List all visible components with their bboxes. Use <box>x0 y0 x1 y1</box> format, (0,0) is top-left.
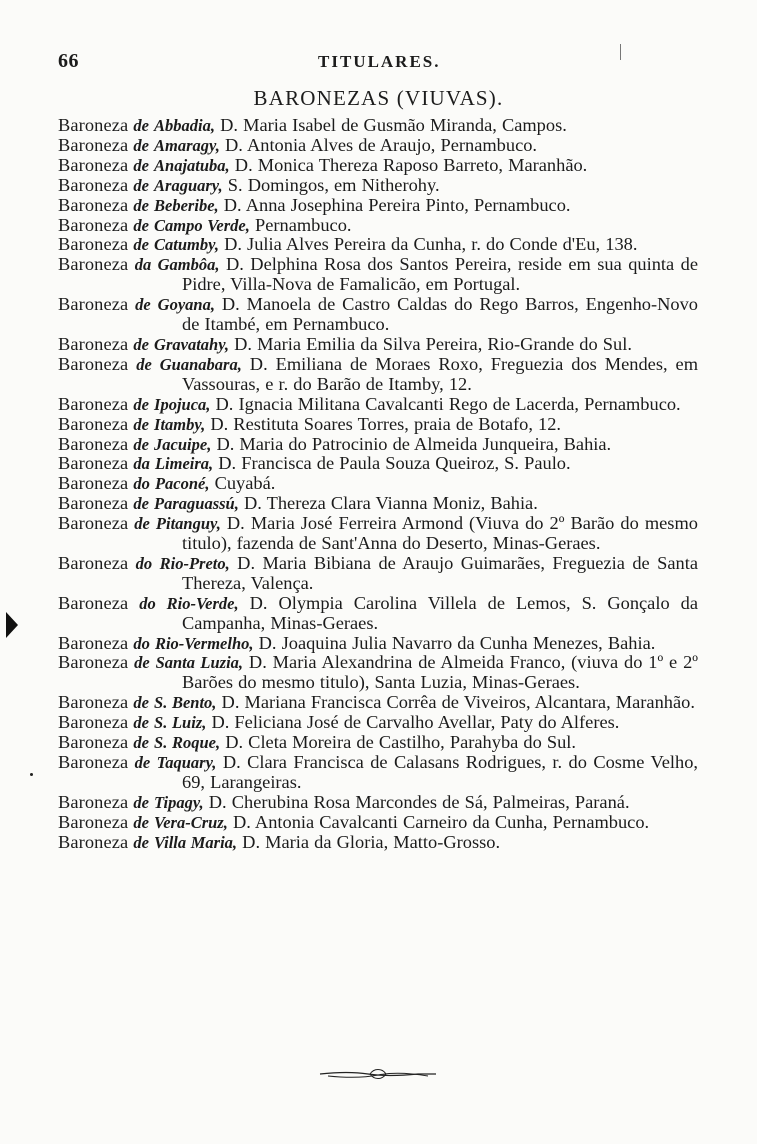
entry-preposition: do <box>133 633 150 653</box>
edge-arrow-mark <box>6 612 18 638</box>
entry-title: S. Roque, <box>154 733 221 753</box>
entry-title: Jacuipe, <box>154 434 212 454</box>
entry-preposition: de <box>133 414 149 434</box>
entry-item <box>58 216 698 236</box>
entry-title: Rio-Preto, <box>159 553 230 573</box>
entry-item <box>58 295 698 335</box>
entry-lead: Baroneza <box>58 353 129 374</box>
entry-item <box>58 474 698 494</box>
entry-preposition: de <box>133 812 149 832</box>
entry-item <box>58 693 698 713</box>
entry-lead: Baroneza <box>58 154 129 175</box>
ornament-divider <box>318 1066 438 1082</box>
entry-lead: Baroneza <box>58 294 129 315</box>
entry-preposition: de <box>133 394 149 414</box>
entry-lead: Baroneza <box>58 413 129 434</box>
entry-preposition: de <box>133 116 149 135</box>
entry-lead: Baroneza <box>58 433 129 454</box>
entry-text: D. Francisca de Paula Souza Queiroz, S. Paulo. <box>218 453 571 474</box>
entry-preposition: de <box>133 334 149 354</box>
entry-text: D. Olympia Carolina Villela de Lemos, S. Gonçalo da Campanha, Minas-Geraes. <box>182 592 698 633</box>
entry-lead: Baroneza <box>58 652 129 673</box>
entry-preposition: de <box>133 792 149 812</box>
edge-dot-mark <box>30 773 33 776</box>
entry-item <box>58 653 698 693</box>
entry-lead: Baroneza <box>58 214 129 235</box>
entry-text: D. Maria Bibiana de Araujo Guimarães, Freguezia de Santa Thereza, Valença. <box>182 552 698 593</box>
entry-lead: Baroneza <box>58 194 129 215</box>
entry-title: Limeira, <box>154 454 214 474</box>
entry-preposition: de <box>133 713 149 733</box>
entry-text: D. Antonia Cavalcanti Carneiro da Cunha, Pernambuco. <box>232 811 650 832</box>
entry-title: Pitanguy, <box>155 514 221 534</box>
entry-title: Beberibe, <box>154 195 219 215</box>
entry-text: D. Maria Alexandrina de Almeida Franco, (viuva do 1º e 2º Barões do mesmo titulo), Santa Luzia, Minas-Geraes. <box>182 652 698 693</box>
entry-text: Cuyabá. <box>214 473 276 494</box>
entry-item <box>58 514 698 554</box>
entry-text: D. Monica Thereza Raposo Barreto, Maranhão. <box>234 154 588 175</box>
entry-item <box>58 156 698 176</box>
entry-preposition: de <box>135 295 151 315</box>
entry-preposition: de <box>133 434 149 454</box>
page-header <box>58 50 698 76</box>
entry-item <box>58 753 698 793</box>
entry-text: S. Domingos, em Nitherohy. <box>227 174 440 195</box>
entry-preposition: de <box>133 195 149 215</box>
entry-title: Paraguassú, <box>154 494 239 514</box>
entry-title: Santa Luzia, <box>155 653 244 673</box>
entry-lead: Baroneza <box>58 811 129 832</box>
entry-item <box>58 235 698 255</box>
entry-item <box>58 594 698 634</box>
entry-title: Rio-Vermelho, <box>154 633 254 653</box>
entry-lead: Baroneza <box>58 174 129 195</box>
entry-preposition: de <box>133 175 149 195</box>
entry-item <box>58 176 698 196</box>
entry-preposition: de <box>133 215 149 235</box>
entry-item <box>58 634 698 654</box>
entry-title: Anajatuba, <box>154 155 230 175</box>
entry-lead: Baroneza <box>58 513 129 534</box>
entry-text: D. Mariana Francisca Corrêa de Viveiros, Alcantara, Maranhão. <box>221 692 695 713</box>
entry-lead: Baroneza <box>58 393 129 414</box>
entry-text: D. Manoela de Castro Caldas do Rego Barros, Engenho-Novo de Itambé, em Pernambuco. <box>182 294 698 335</box>
entry-text: D. Cherubina Rosa Marcondes de Sá, Palmeiras, Paraná. <box>208 791 630 812</box>
entry-lead: Baroneza <box>58 473 129 494</box>
running-head: TITULARES. <box>318 52 441 71</box>
entry-preposition: de <box>133 693 149 713</box>
entry-title: Paconé, <box>154 474 210 494</box>
entry-title: Taquary, <box>156 753 217 772</box>
entry-text: D. Ignacia Militana Cavalcanti Rego de Lacerda, Pernambuco. <box>215 393 681 414</box>
entry-item <box>58 335 698 355</box>
entry-preposition: de <box>134 514 150 534</box>
entry-preposition: da <box>134 255 152 275</box>
entry-item <box>58 255 698 295</box>
entry-item <box>58 196 698 216</box>
entry-lead: Baroneza <box>58 234 129 255</box>
entry-lead: Baroneza <box>58 632 129 653</box>
entry-item <box>58 494 698 514</box>
entry-title: Rio-Verde, <box>166 593 239 613</box>
entry-title: Villa Maria, <box>154 832 238 852</box>
entry-title: Araguary, <box>154 175 223 195</box>
entry-preposition: do <box>135 553 153 573</box>
entry-lead: Baroneza <box>58 254 129 275</box>
entry-title: Goyana, <box>157 295 215 315</box>
entry-text: D. Maria Emilia da Silva Pereira, Rio-Grande do Sul. <box>234 333 632 354</box>
entry-item <box>58 833 698 853</box>
entry-lead: Baroneza <box>58 791 129 812</box>
entry-item <box>58 395 698 415</box>
entry-preposition: do <box>133 474 150 494</box>
entry-text: D. Maria do Patrocinio de Almeida Junqueira, Bahia. <box>216 433 612 454</box>
entry-title: Gambôa, <box>157 255 220 275</box>
entry-title: Tipagy, <box>154 792 204 812</box>
entry-item <box>58 733 698 753</box>
entry-text: D. Maria da Gloria, Matto-Grosso. <box>242 831 501 852</box>
section-title: BARONEZAS (VIUVAS). <box>253 86 504 110</box>
entry-title: Guanabara, <box>159 354 242 374</box>
entry-lead: Baroneza <box>58 752 129 772</box>
entry-item <box>58 793 698 813</box>
page-number: 66 <box>58 50 79 72</box>
entry-lead: Baroneza <box>58 552 129 573</box>
entry-lead: Baroneza <box>58 592 129 613</box>
entry-lead: Baroneza <box>58 493 129 514</box>
entry-title: Abbadia, <box>154 116 215 135</box>
entry-preposition: de <box>134 653 150 673</box>
entry-preposition: da <box>133 454 150 474</box>
entry-lead: Baroneza <box>58 134 129 155</box>
entry-text: Pernambuco. <box>254 214 352 235</box>
entry-lead: Baroneza <box>58 333 129 354</box>
entry-preposition: de <box>133 832 149 852</box>
entry-list <box>58 116 698 853</box>
entry-preposition: do <box>139 593 156 613</box>
entry-text: D. Clara Francisca de Calasans Rodrigues, r. do Cosme Velho, 69, Larangeiras. <box>182 752 698 792</box>
entry-text: D. Maria José Ferreira Armond (Viuva do 2º Barão do mesmo titulo), fazenda de Sant'Anna do Deserto, Minas-Geraes. <box>182 513 698 554</box>
entry-title: Ipojuca, <box>154 394 211 414</box>
entry-title: S. Luiz, <box>154 713 207 733</box>
entry-preposition: de <box>136 354 152 374</box>
entry-text: D. Cleta Moreira de Castilho, Parahyba do Sul. <box>225 732 577 753</box>
entry-preposition: de <box>134 753 151 772</box>
entry-preposition: de <box>133 733 149 753</box>
entry-text: D. Anna Josephina Pereira Pinto, Pernambuco. <box>223 194 571 215</box>
entry-title: S. Bento, <box>154 693 217 713</box>
entry-preposition: de <box>133 235 149 255</box>
entry-item <box>58 454 698 474</box>
entry-title: Amaragy, <box>154 135 220 155</box>
entry-title: Gravatahy, <box>154 334 230 354</box>
entry-item <box>58 713 698 733</box>
entry-text: D. Feliciana José de Carvalho Avellar, Paty do Alferes. <box>211 712 620 733</box>
entry-text: D. Restituta Soares Torres, praia de Botafo, 12. <box>210 413 562 434</box>
entry-preposition: de <box>133 494 149 514</box>
entry-lead: Baroneza <box>58 732 129 753</box>
entry-lead: Baroneza <box>58 453 129 474</box>
entry-text: D. Emiliana de Moraes Roxo, Freguezia dos Mendes, em Vassouras, e r. do Barão de Itamby, 12. <box>182 353 698 394</box>
entry-text: D. Antonia Alves de Araujo, Pernambuco. <box>225 134 538 155</box>
entry-preposition: de <box>133 155 149 175</box>
entry-lead: Baroneza <box>58 831 129 852</box>
entry-item <box>58 136 698 156</box>
entry-title: Itamby, <box>154 414 206 434</box>
entry-lead: Baroneza <box>58 692 129 713</box>
entry-text: D. Julia Alves Pereira da Cunha, r. do Conde d'Eu, 138. <box>224 234 638 255</box>
entry-title: Campo Verde, <box>154 215 250 235</box>
entry-lead: Baroneza <box>58 712 129 733</box>
entry-item <box>58 116 698 136</box>
entry-text: D. Maria Isabel de Gusmão Miranda, Campos. <box>220 115 567 135</box>
entry-text: D. Thereza Clara Vianna Moniz, Bahia. <box>243 493 538 514</box>
entry-preposition: de <box>133 135 149 155</box>
entry-title: Vera-Cruz, <box>154 812 228 832</box>
entry-item <box>58 435 698 455</box>
entry-text: D. Joaquina Julia Navarro da Cunha Menezes, Bahia. <box>258 632 656 653</box>
entry-item <box>58 554 698 594</box>
entry-item <box>58 415 698 435</box>
entry-title: Catumby, <box>154 235 219 255</box>
entry-item <box>58 813 698 833</box>
entry-text: D. Delphina Rosa dos Santos Pereira, reside em sua quinta de Pidre, Villa-Nova de Famalicão, em Portugal. <box>182 254 698 295</box>
entry-lead: Baroneza <box>58 115 129 135</box>
entry-item <box>58 355 698 395</box>
